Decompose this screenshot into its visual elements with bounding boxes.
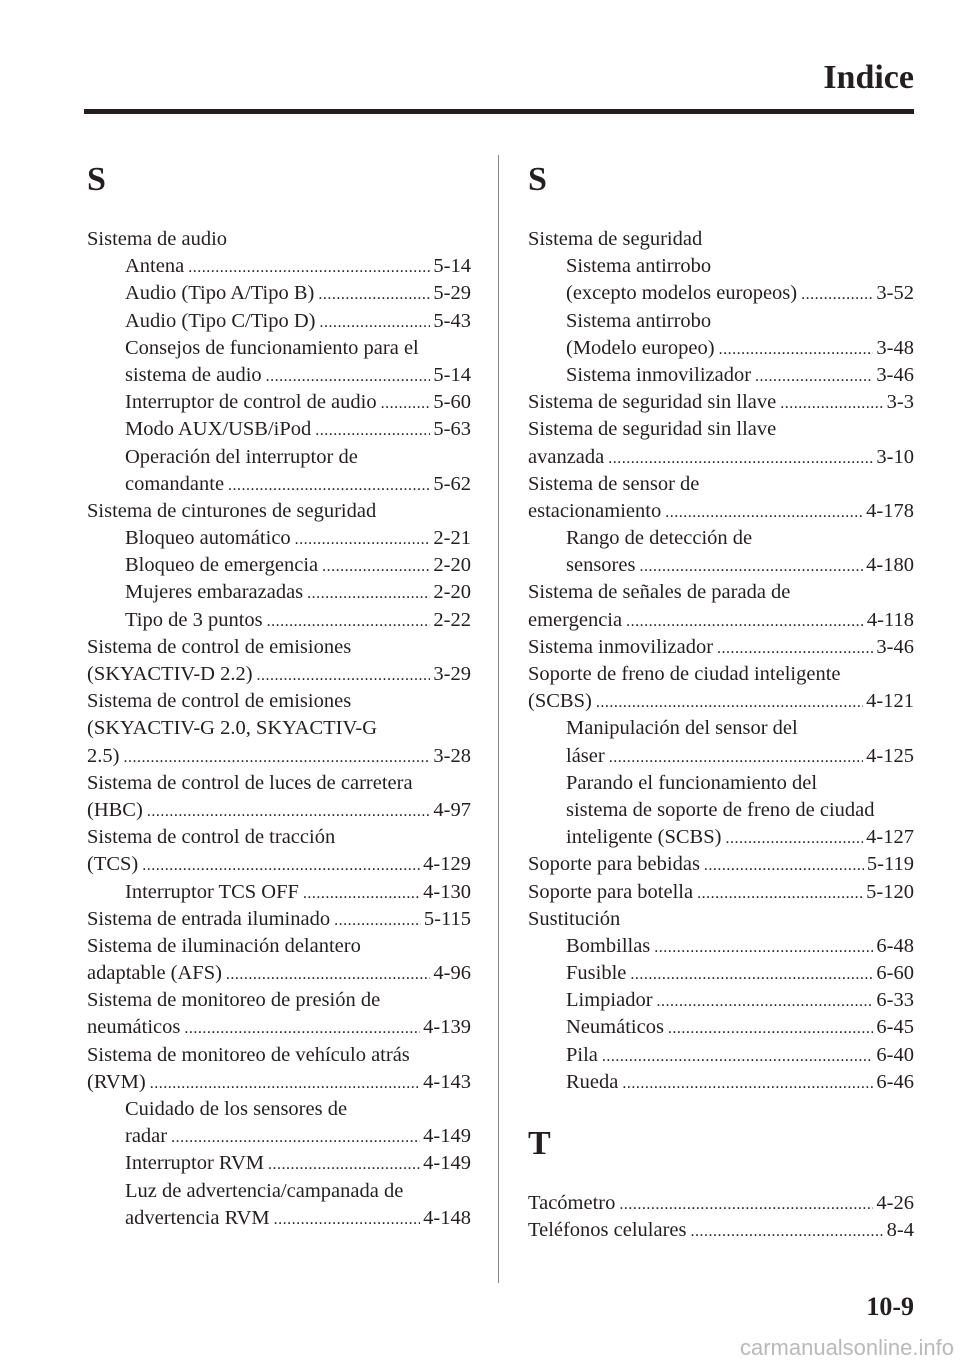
dot-leader: [619, 1191, 873, 1217]
entry-page-ref: 4-149: [423, 1152, 471, 1175]
entry-term: Interruptor RVM: [125, 1152, 264, 1175]
entry-term: (SCBS): [528, 690, 592, 713]
dot-leader: [303, 880, 420, 906]
index-subentry: [528, 335, 914, 362]
entry-page-ref: 2-20: [433, 581, 471, 604]
entry-page-ref: 3-28: [433, 744, 471, 767]
dot-leader: [257, 662, 431, 688]
dot-leader: [609, 744, 863, 770]
index-entry: [528, 416, 914, 443]
entry-term: Soporte para bebidas: [528, 853, 700, 876]
index-subentry: [528, 1014, 914, 1041]
dot-leader: [142, 852, 420, 878]
index-entry: [87, 1069, 471, 1096]
entry-page-ref: 3-46: [876, 635, 914, 658]
index-subentry: [87, 579, 471, 606]
entry-page-ref: 4-127: [866, 826, 914, 849]
entry-page-ref: 6-33: [876, 989, 914, 1012]
entry-page-ref: 4-130: [423, 880, 471, 903]
index-entry: [87, 226, 471, 253]
dot-leader: [668, 1015, 874, 1041]
dot-leader: [639, 553, 863, 579]
index-subentry: [87, 525, 471, 552]
index-entry: [528, 906, 914, 933]
index-subentry: [87, 335, 471, 362]
entry-term: inteligente (SCBS): [566, 826, 722, 849]
index-subentry: [528, 362, 914, 389]
index-column-right: [528, 160, 914, 1244]
index-subentry: [87, 471, 471, 498]
entry-term: (RVM): [87, 1070, 146, 1093]
index-subentry: [528, 525, 914, 552]
dot-leader: [657, 988, 874, 1014]
dot-leader: [147, 798, 431, 824]
entry-term: Bombillas: [566, 934, 651, 957]
entry-page-ref: 3-29: [433, 663, 471, 685]
entry-page-ref: 4-97: [433, 798, 471, 821]
entry-term: Modo AUX/USB/iPod: [125, 418, 312, 441]
dot-leader: [334, 907, 421, 933]
entry-term: Sistema de entrada iluminado: [87, 907, 331, 930]
index-subentry: [87, 1150, 471, 1177]
entry-term: Antena: [125, 255, 185, 278]
entry-term: Rango de detección de: [566, 527, 753, 550]
index-entry: [87, 1014, 471, 1041]
index-subentry: [87, 1178, 471, 1205]
index-entry: [87, 797, 471, 824]
entry-page-ref: 4-149: [423, 1125, 471, 1148]
index-subentry: [87, 280, 471, 307]
section-letter: S: [528, 161, 547, 198]
entry-term: Sistema inmovilizador: [528, 635, 714, 658]
index-entry: [528, 688, 914, 715]
entry-term: Interruptor TCS OFF: [125, 880, 299, 903]
entry-term: Sistema de seguridad sin llave: [528, 391, 777, 414]
index-subentry: [528, 797, 914, 824]
entry-term: Sistema antirrobo: [566, 309, 712, 332]
section-letter: S: [87, 161, 106, 198]
entry-page-ref: 6-40: [876, 1043, 914, 1066]
entry-term: láser: [566, 744, 605, 767]
entry-page-ref: 5-120: [866, 880, 914, 903]
entry-term: Sistema de monitoreo de presión de: [87, 989, 381, 1012]
index-subentry: [528, 987, 914, 1014]
entry-term: Bloqueo automático: [125, 527, 291, 550]
entry-term: Consejos de funcionamiento para el: [125, 336, 419, 359]
entry-term: (SKYACTIV-G 2.0, SKYACTIV-G: [87, 717, 378, 740]
dot-leader: [755, 363, 873, 389]
index-column-left: [87, 160, 471, 1232]
entry-term: Sistema de control de emisiones: [87, 635, 352, 658]
entry-term: Sistema de cinturones de seguridad: [87, 499, 377, 522]
entry-page-ref: 5-119: [866, 853, 914, 876]
dot-leader: [717, 635, 873, 661]
entry-term: sistema de audio: [125, 363, 262, 386]
index-entry: [528, 579, 914, 606]
dot-leader: [322, 553, 430, 579]
entry-page-ref: 5-115: [423, 907, 471, 930]
entry-term: (TCS): [87, 853, 139, 876]
entry-term: Tacómetro: [528, 1192, 616, 1214]
index-entry: [528, 634, 914, 661]
entry-page-ref: 5-60: [433, 391, 471, 414]
dot-leader: [725, 825, 863, 851]
entry-term: estacionamiento: [528, 499, 662, 522]
index-entry: [87, 743, 471, 770]
entry-term: (SKYACTIV-D 2.2): [87, 663, 253, 685]
dot-leader: [596, 689, 863, 715]
entry-term: Sistema de control de tracción: [87, 826, 336, 849]
entry-page-ref: 4-96: [433, 962, 471, 985]
entry-page-ref: 5-43: [433, 309, 471, 332]
dot-leader: [622, 1070, 873, 1096]
index-subentry: [528, 824, 914, 851]
index-entry: [87, 688, 471, 715]
dot-leader: [691, 1218, 884, 1244]
entry-term: Mujeres embarazadas: [125, 581, 304, 604]
index-entry: [528, 607, 914, 634]
entry-page-ref: 4-129: [423, 853, 471, 876]
entry-page-ref: 5-62: [433, 472, 471, 495]
dot-leader: [719, 336, 874, 362]
dot-leader: [318, 281, 430, 307]
dot-leader: [665, 499, 863, 525]
entry-page-ref: 4-139: [423, 1016, 471, 1039]
index-entry: [87, 933, 471, 960]
index-subentry: [528, 715, 914, 742]
index-entry: [87, 851, 471, 878]
entry-term: (excepto modelos europeos): [566, 282, 798, 305]
dot-leader: [697, 880, 863, 906]
entry-term: Parando el funcionamiento del: [566, 771, 818, 794]
entry-page-ref: 8-4: [886, 1219, 914, 1242]
entry-page-ref: 4-178: [866, 499, 914, 522]
entry-term: Sustitución: [528, 907, 621, 930]
entry-term: Sistema de señales de parada de: [528, 581, 791, 604]
entry-page-ref: 2-22: [433, 608, 471, 631]
entry-page-ref: 4-121: [866, 690, 914, 713]
dot-leader: [295, 526, 431, 552]
entry-term: avanzada: [528, 445, 605, 468]
index-subentry: [528, 280, 914, 307]
entry-page-ref: 2-21: [433, 527, 471, 550]
entry-term: Manipulación del sensor del: [566, 717, 798, 740]
entry-term: Teléfonos celulares: [528, 1219, 687, 1242]
index-entry: [528, 498, 914, 525]
entry-term: Sistema de monitoreo de vehículo atrás: [87, 1043, 410, 1066]
entry-term: Sistema de seguridad: [528, 228, 703, 250]
index-subentry: [528, 743, 914, 770]
entry-term: Interruptor de control de audio: [125, 391, 377, 414]
page-number: 10-9: [866, 1292, 914, 1321]
index-entry: [528, 389, 914, 416]
dot-leader: [704, 852, 864, 878]
entry-term: Soporte de freno de ciudad inteligente: [528, 663, 841, 685]
entry-page-ref: 4-26: [876, 1192, 914, 1214]
entry-term: sensores: [566, 554, 636, 577]
entry-term: Luz de advertencia/campanada de: [125, 1179, 404, 1202]
index-subentry: [87, 253, 471, 280]
index-subentry: [528, 253, 914, 280]
entry-term: Bloqueo de emergencia: [125, 554, 319, 577]
entry-page-ref: 3-3: [886, 391, 914, 414]
dot-leader: [226, 961, 431, 987]
entry-page-ref: 3-52: [876, 282, 914, 305]
dot-leader: [307, 580, 430, 606]
index-entry: [528, 851, 914, 878]
index-entry: [87, 960, 471, 987]
dot-leader: [267, 608, 431, 634]
column-divider: [498, 155, 499, 1283]
entry-term: Audio (Tipo C/Tipo D): [125, 309, 316, 332]
index-subentry: [528, 770, 914, 797]
entry-page-ref: 3-10: [876, 445, 914, 468]
entry-page-ref: 6-46: [876, 1070, 914, 1093]
entry-term: advertencia RVM: [125, 1206, 270, 1229]
index-entry: [528, 1217, 914, 1244]
dot-leader: [801, 281, 873, 307]
entry-page-ref: 3-48: [876, 336, 914, 359]
index-entry: [528, 226, 914, 253]
dot-leader: [266, 363, 431, 389]
entry-term: Limpiador: [566, 989, 653, 1012]
dot-leader: [319, 309, 430, 335]
entry-page-ref: 4-125: [866, 744, 914, 767]
index-entry: [528, 1190, 914, 1217]
entry-term: (HBC): [87, 798, 143, 821]
entry-page-ref: 5-63: [433, 418, 471, 441]
index-subentry: [528, 552, 914, 579]
entry-term: Sistema antirrobo: [566, 255, 712, 278]
entry-term: radar: [125, 1125, 168, 1148]
dot-leader: [608, 445, 873, 471]
entry-page-ref: 5-29: [433, 282, 471, 305]
entry-page-ref: 6-48: [876, 934, 914, 957]
entry-term: emergencia: [528, 608, 623, 631]
section-letter: T: [528, 1125, 551, 1162]
index-subentry: [87, 444, 471, 471]
entry-page-ref: 4-118: [866, 608, 914, 631]
index-entry: [528, 661, 914, 688]
entry-term: sistema de soporte de freno de ciudad: [566, 798, 875, 821]
entry-term: Sistema de iluminación delantero: [87, 934, 361, 957]
index-entry: [87, 906, 471, 933]
entry-page-ref: 5-14: [433, 255, 471, 278]
entry-term: adaptable (AFS): [87, 962, 222, 985]
header-rule: [84, 109, 914, 114]
index-entry: [528, 879, 914, 906]
dot-leader: [626, 608, 864, 634]
entry-term: Audio (Tipo A/Tipo B): [125, 282, 315, 305]
index-subentry: [528, 1069, 914, 1096]
index-subentry: [87, 1205, 471, 1232]
entry-term: Sistema de audio: [87, 228, 228, 250]
index-subentry: [87, 308, 471, 335]
index-subentry: [87, 362, 471, 389]
entry-term: 2.5): [87, 744, 120, 767]
index-subentry: [87, 416, 471, 443]
index-subentry: [528, 933, 914, 960]
dot-leader: [188, 254, 430, 280]
entry-page-ref: 4-143: [423, 1070, 471, 1093]
entry-term: (Modelo europeo): [566, 336, 715, 359]
entry-term: Sistema de control de luces de carretera: [87, 771, 413, 794]
index-subentry: [528, 1042, 914, 1069]
entry-term: Tipo de 3 puntos: [125, 608, 263, 631]
index-subentry: [87, 1123, 471, 1150]
watermark: carmanualsonline.info: [739, 1335, 954, 1360]
dot-leader: [150, 1070, 420, 1096]
entry-term: Soporte para botella: [528, 880, 694, 903]
index-entry: [528, 444, 914, 471]
dot-leader: [184, 1015, 420, 1041]
index-entry: [87, 661, 471, 688]
entry-term: Fusible: [566, 962, 627, 985]
index-entry: [87, 634, 471, 661]
dot-leader: [602, 1043, 874, 1069]
index-entry: [87, 498, 471, 525]
index-entry: [87, 715, 471, 742]
entry-term: comandante: [125, 472, 225, 495]
index-subentry: [528, 960, 914, 987]
entry-page-ref: 3-46: [876, 363, 914, 386]
entry-term: Operación del interruptor de: [125, 445, 358, 468]
dot-leader: [654, 934, 873, 960]
index-subentry: [87, 552, 471, 579]
index-subentry: [87, 879, 471, 906]
index-entry: [87, 1042, 471, 1069]
entry-term: Sistema inmovilizador: [566, 363, 752, 386]
page-title: Indice: [823, 59, 914, 96]
index-entry: [87, 770, 471, 797]
entry-term: Pila: [566, 1043, 598, 1066]
index-subentry: [528, 308, 914, 335]
entry-page-ref: 2-20: [433, 554, 471, 577]
entry-term: Neumáticos: [566, 1016, 664, 1039]
index-subentry: [87, 389, 471, 416]
dot-leader: [315, 417, 430, 443]
dot-leader: [171, 1124, 420, 1150]
index-entry: [87, 987, 471, 1014]
dot-leader: [268, 1151, 420, 1177]
entry-term: Sistema de seguridad sin llave: [528, 418, 777, 441]
index-subentry: [87, 1096, 471, 1123]
entry-term: Cuidado de los sensores de: [125, 1098, 348, 1120]
entry-term: Sistema de sensor de: [528, 472, 700, 495]
entry-page-ref: 5-14: [433, 363, 471, 386]
dot-leader: [381, 390, 431, 416]
entry-page-ref: 4-180: [866, 554, 914, 577]
entry-term: neumáticos: [87, 1016, 181, 1039]
dot-leader: [228, 472, 430, 498]
entry-page-ref: 6-60: [876, 962, 914, 985]
entry-page-ref: 6-45: [876, 1016, 914, 1039]
entry-term: Rueda: [566, 1070, 619, 1093]
dot-leader: [274, 1206, 421, 1232]
index-subentry: [87, 607, 471, 634]
dot-leader: [780, 390, 883, 416]
dot-leader: [630, 961, 873, 987]
index-entry: [528, 471, 914, 498]
entry-term: Sistema de control de emisiones: [87, 690, 352, 713]
index-entry: [87, 824, 471, 851]
entry-page-ref: 4-148: [423, 1206, 471, 1229]
dot-leader: [123, 744, 430, 770]
